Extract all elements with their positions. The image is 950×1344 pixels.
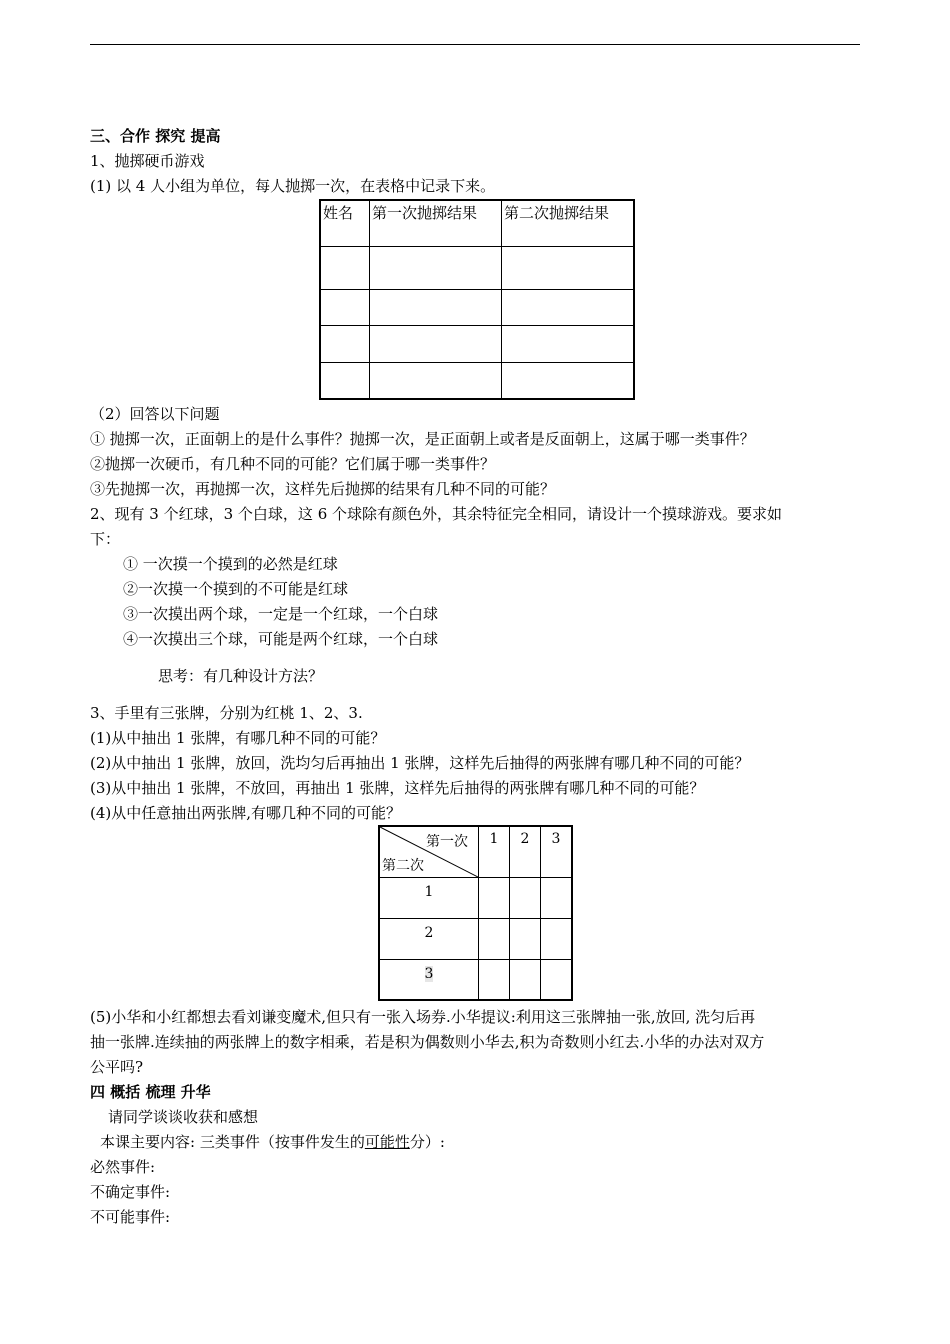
table-row	[320, 289, 634, 325]
table-row	[379, 919, 572, 960]
header-rule	[90, 44, 860, 45]
row-header: 2	[379, 919, 479, 960]
table-header-cell: 第二次抛掷结果	[502, 200, 635, 246]
s4-item: 必然事件:	[90, 1158, 156, 1176]
section-3-heading: 三、合作 探究 提高	[90, 127, 221, 145]
q2-item: ④一次摸出三个球，可能是两个红球，一个白球	[123, 630, 439, 648]
card-draw-table	[378, 825, 573, 1001]
underlined-term: 可能性	[364, 1133, 410, 1151]
s4-line2: 本课主要内容: 三类事件（按事件发生的可能性分）:	[100, 1133, 445, 1151]
q1-part2: （2）回答以下问题	[90, 405, 220, 423]
q1-part1: (1) 以 4 人小组为单位，每人抛掷一次，在表格中记录下来。	[90, 177, 496, 195]
column-header: 2	[510, 826, 541, 878]
q2-think: 思考：有几种设计方法？	[158, 667, 324, 685]
s4-line1: 请同学谈谈收获和感想	[108, 1108, 259, 1126]
q3-item: (4)从中任意抽出两张牌,有哪几种不同的可能？	[90, 804, 402, 822]
q3-item: (2)从中抽出 1 张牌，放回，洗均匀后再抽出 1 张牌，这样先后抽得的两张牌有哪几种不同的可能？	[90, 754, 750, 772]
q1-item: ②抛掷一次硬币，有几种不同的可能？它们属于哪一类事件？	[90, 455, 496, 473]
s4-item: 不确定事件:	[90, 1183, 171, 1201]
q3-part5-line: (5)小华和小红都想去看刘谦变魔术,但只有一张入场券.小华提议:利用这三张牌抽一张,放回, 洗匀后再	[90, 1008, 756, 1026]
q2-line2: 下：	[90, 530, 121, 548]
table-row	[320, 246, 634, 289]
column-header: 3	[541, 826, 573, 878]
q2-item: ③一次摸出两个球，一定是一个红球，一个白球	[123, 605, 439, 623]
table-corner-cell	[379, 826, 479, 878]
q2-item: ②一次摸一个摸到的不可能是红球	[123, 580, 349, 598]
q3-item: (1)从中抽出 1 张牌，有哪几种不同的可能？	[90, 729, 386, 747]
section-4-heading: 四 概括 梳理 升华	[90, 1083, 211, 1101]
table-row	[379, 960, 572, 1000]
table-row	[320, 325, 634, 362]
q1-title: 1、抛掷硬币游戏	[90, 152, 205, 170]
q2-line1: 2、现有 3 个红球，3 个白球，这 6 个球除有颜色外，其余特征完全相同，请设计一个摸球游戏。要求如	[90, 505, 783, 523]
table-row	[320, 362, 634, 399]
q3-item: (3)从中抽出 1 张牌，不放回，再抽出 1 张牌，这样先后抽得的两张牌有哪几种不同的可能？	[90, 779, 705, 797]
column-header: 1	[479, 826, 510, 878]
q3-title: 3、手里有三张牌，分别为红桃 1、2、3.	[90, 704, 363, 722]
corner-label-second: 第二次	[382, 858, 424, 874]
table-header-cell: 姓名	[320, 200, 370, 246]
q2-item: ① 一次摸一个摸到的必然是红球	[123, 555, 338, 573]
q3-part5-line: 抽一张牌.连续抽的两张牌上的数字相乘，若是积为偶数则小华去,积为奇数则小红去.小华的办法对双方	[90, 1033, 765, 1051]
table-header-cell: 第一次抛掷结果	[370, 200, 502, 246]
row-header: 3	[379, 960, 479, 1000]
corner-label-first: 第一次	[426, 834, 468, 850]
table-row	[379, 878, 572, 919]
s4-item: 不可能事件:	[90, 1208, 171, 1226]
q3-part5-line: 公平吗?	[90, 1058, 144, 1076]
q1-item: ① 抛掷一次，正面朝上的是什么事件？抛掷一次，是正面朝上或者是反面朝上，这属于哪一类事件？	[90, 430, 755, 448]
row-header: 1	[379, 878, 479, 919]
q1-item: ③先抛掷一次，再抛掷一次，这样先后抛掷的结果有几种不同的可能？	[90, 480, 556, 498]
coin-toss-table	[319, 199, 635, 400]
